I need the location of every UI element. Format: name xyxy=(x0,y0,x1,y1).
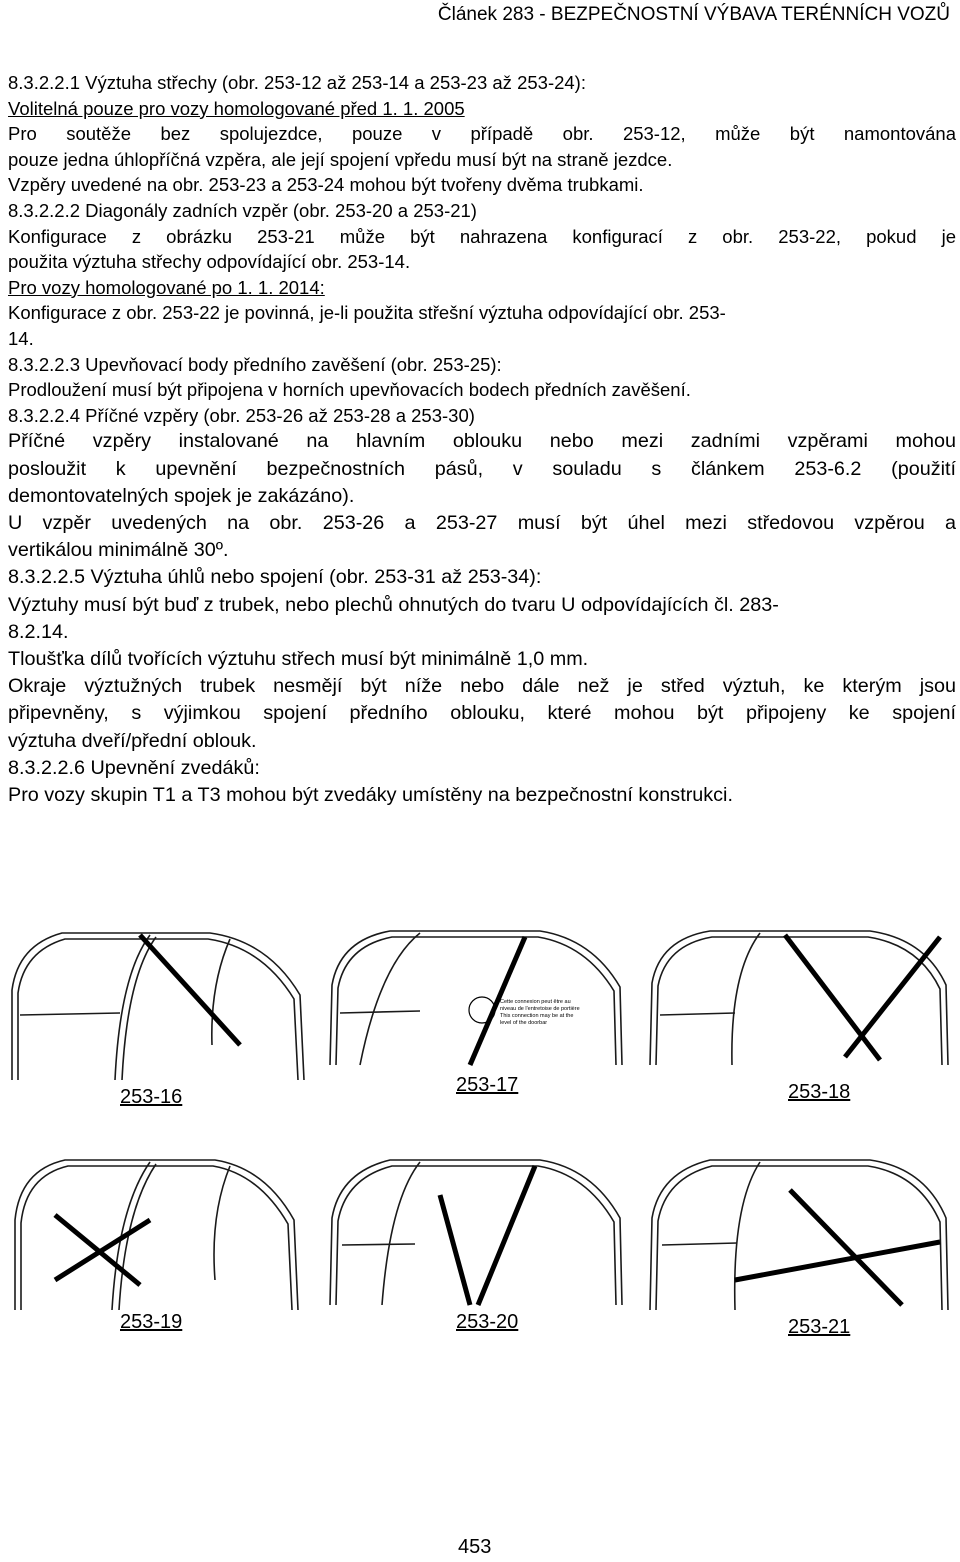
text-line: vertikálou minimálně 30º. xyxy=(8,539,229,562)
text-line: posloužit k upevnění bezpečnostních pásů, v souladu s článkem 253-6.2 (použití xyxy=(8,457,956,480)
article-text xyxy=(8,70,956,809)
text-line: Pro vozy skupin T1 a T3 mohou být zvedáky umístěny na bezpečnostní konstrukci. xyxy=(8,783,733,806)
text-line: 8.2.14. xyxy=(8,620,69,643)
figure-caption: 253-18 xyxy=(788,1081,851,1103)
paragraph-heading: 8.3.2.2.1 Výztuha střechy (obr. 253-12 až 253-14 a 253-23 až 253-24): xyxy=(8,72,586,93)
figure-caption: 253-21 xyxy=(788,1316,851,1338)
text-line: připevněny, s výjimkou spojení předního oblouku, které mohou být připojeny ke spojení xyxy=(8,702,956,725)
figure-253-19 xyxy=(0,1120,320,1315)
figure-253-16 xyxy=(0,895,320,1085)
figure-253-21 xyxy=(640,1120,960,1315)
text-line: Tloušťka dílů tvořících výztuhu střech musí být minimálně 1,0 mm. xyxy=(8,647,589,670)
text-line: pouze jedna úhlopříčná vzpěra, ale její spojení vpředu musí být na straně jezdce. xyxy=(8,148,673,170)
svg-text:level of the doorbar: level of the doorbar xyxy=(500,1020,548,1026)
text-line: výztuha dveří/přední oblouk. xyxy=(8,729,257,752)
paragraph-heading: 8.3.2.2.5 Výztuha úhlů nebo spojení (obr. 253-31 až 253-34): xyxy=(8,566,542,589)
figure-caption: 253-19 xyxy=(120,1311,183,1333)
svg-text:Cette connexion peut être au: Cette connexion peut être au xyxy=(500,999,571,1005)
connection-note xyxy=(500,999,580,1026)
page-header: Článek 283 - BEZPEČNOSTNÍ VÝBAVA TERÉNNÍCH VOZŮ xyxy=(437,4,950,25)
text-line: Prodloužení musí být připojena v horních upevňovacích bodech předních zavěšení. xyxy=(8,379,691,401)
svg-text:niveau de l'entretoise de port: niveau de l'entretoise de portière xyxy=(500,1006,580,1012)
figure-caption: 253-20 xyxy=(456,1311,519,1333)
paragraph-heading: 8.3.2.2.4 Příčné vzpěry (obr. 253-26 až 253-28 a 253-30) xyxy=(8,404,475,426)
text-line: Pro vozy homologované po 1. 1. 2014: xyxy=(8,276,325,298)
svg-text:This connection may be at the: This connection may be at the xyxy=(500,1013,574,1019)
figure-253-20 xyxy=(320,1120,640,1315)
figure-253-17 xyxy=(320,895,640,1070)
text-line: Konfigurace z obr. 253-22 je povinná, je-li použita střešní výztuha odpovídající obr. 253- xyxy=(8,302,726,324)
text-line: Vzpěry uvedené na obr. 253-23 a 253-24 mohou být tvořeny dvěma trubkami. xyxy=(8,174,644,196)
text-line: demontovatelných spojek je zakázáno). xyxy=(8,484,355,507)
paragraph-heading: 8.3.2.2.3 Upevňovací body předního zavěšení (obr. 253-25): xyxy=(8,353,502,375)
text-line: Okraje výztužných trubek nesmějí být níže nebo dále než je střed výztuh, ke kterým jsou xyxy=(8,675,956,698)
text-line: použita výztuha střechy odpovídající obr. 253-14. xyxy=(8,251,411,273)
text-line: 14. xyxy=(8,327,34,349)
text-line: Výztuhy musí být buď z trubek, nebo plechů ohnutých do tvaru U odpovídajících čl. 283- xyxy=(8,593,779,616)
text-line: Pro soutěže bez spolujezdce, pouze v případě obr. 253-12, může být namontována xyxy=(8,123,956,145)
text-line: Konfigurace z obrázku 253-21 může být nahrazena konfigurací z obr. 253-22, pokud je xyxy=(8,225,956,247)
paragraph-heading: 8.3.2.2.6 Upevnění zvedáků: xyxy=(8,756,260,779)
figure-253-18 xyxy=(640,895,960,1070)
text-line: Příčné vzpěry instalované na hlavním oblouku nebo mezi zadními vzpěrami mohou xyxy=(8,430,956,453)
page-number: 453 xyxy=(458,1536,492,1558)
figure-caption: 253-17 xyxy=(456,1074,519,1096)
text-line: Volitelná pouze pro vozy homologované před 1. 1. 2005 xyxy=(8,97,465,119)
figure-caption: 253-16 xyxy=(120,1086,183,1108)
paragraph-heading: 8.3.2.2.2 Diagonály zadních vzpěr (obr. 253-20 a 253-21) xyxy=(8,199,477,221)
text-line: U vzpěr uvedených na obr. 253-26 a 253-27 musí být úhel mezi středovou vzpěrou a xyxy=(8,511,956,534)
